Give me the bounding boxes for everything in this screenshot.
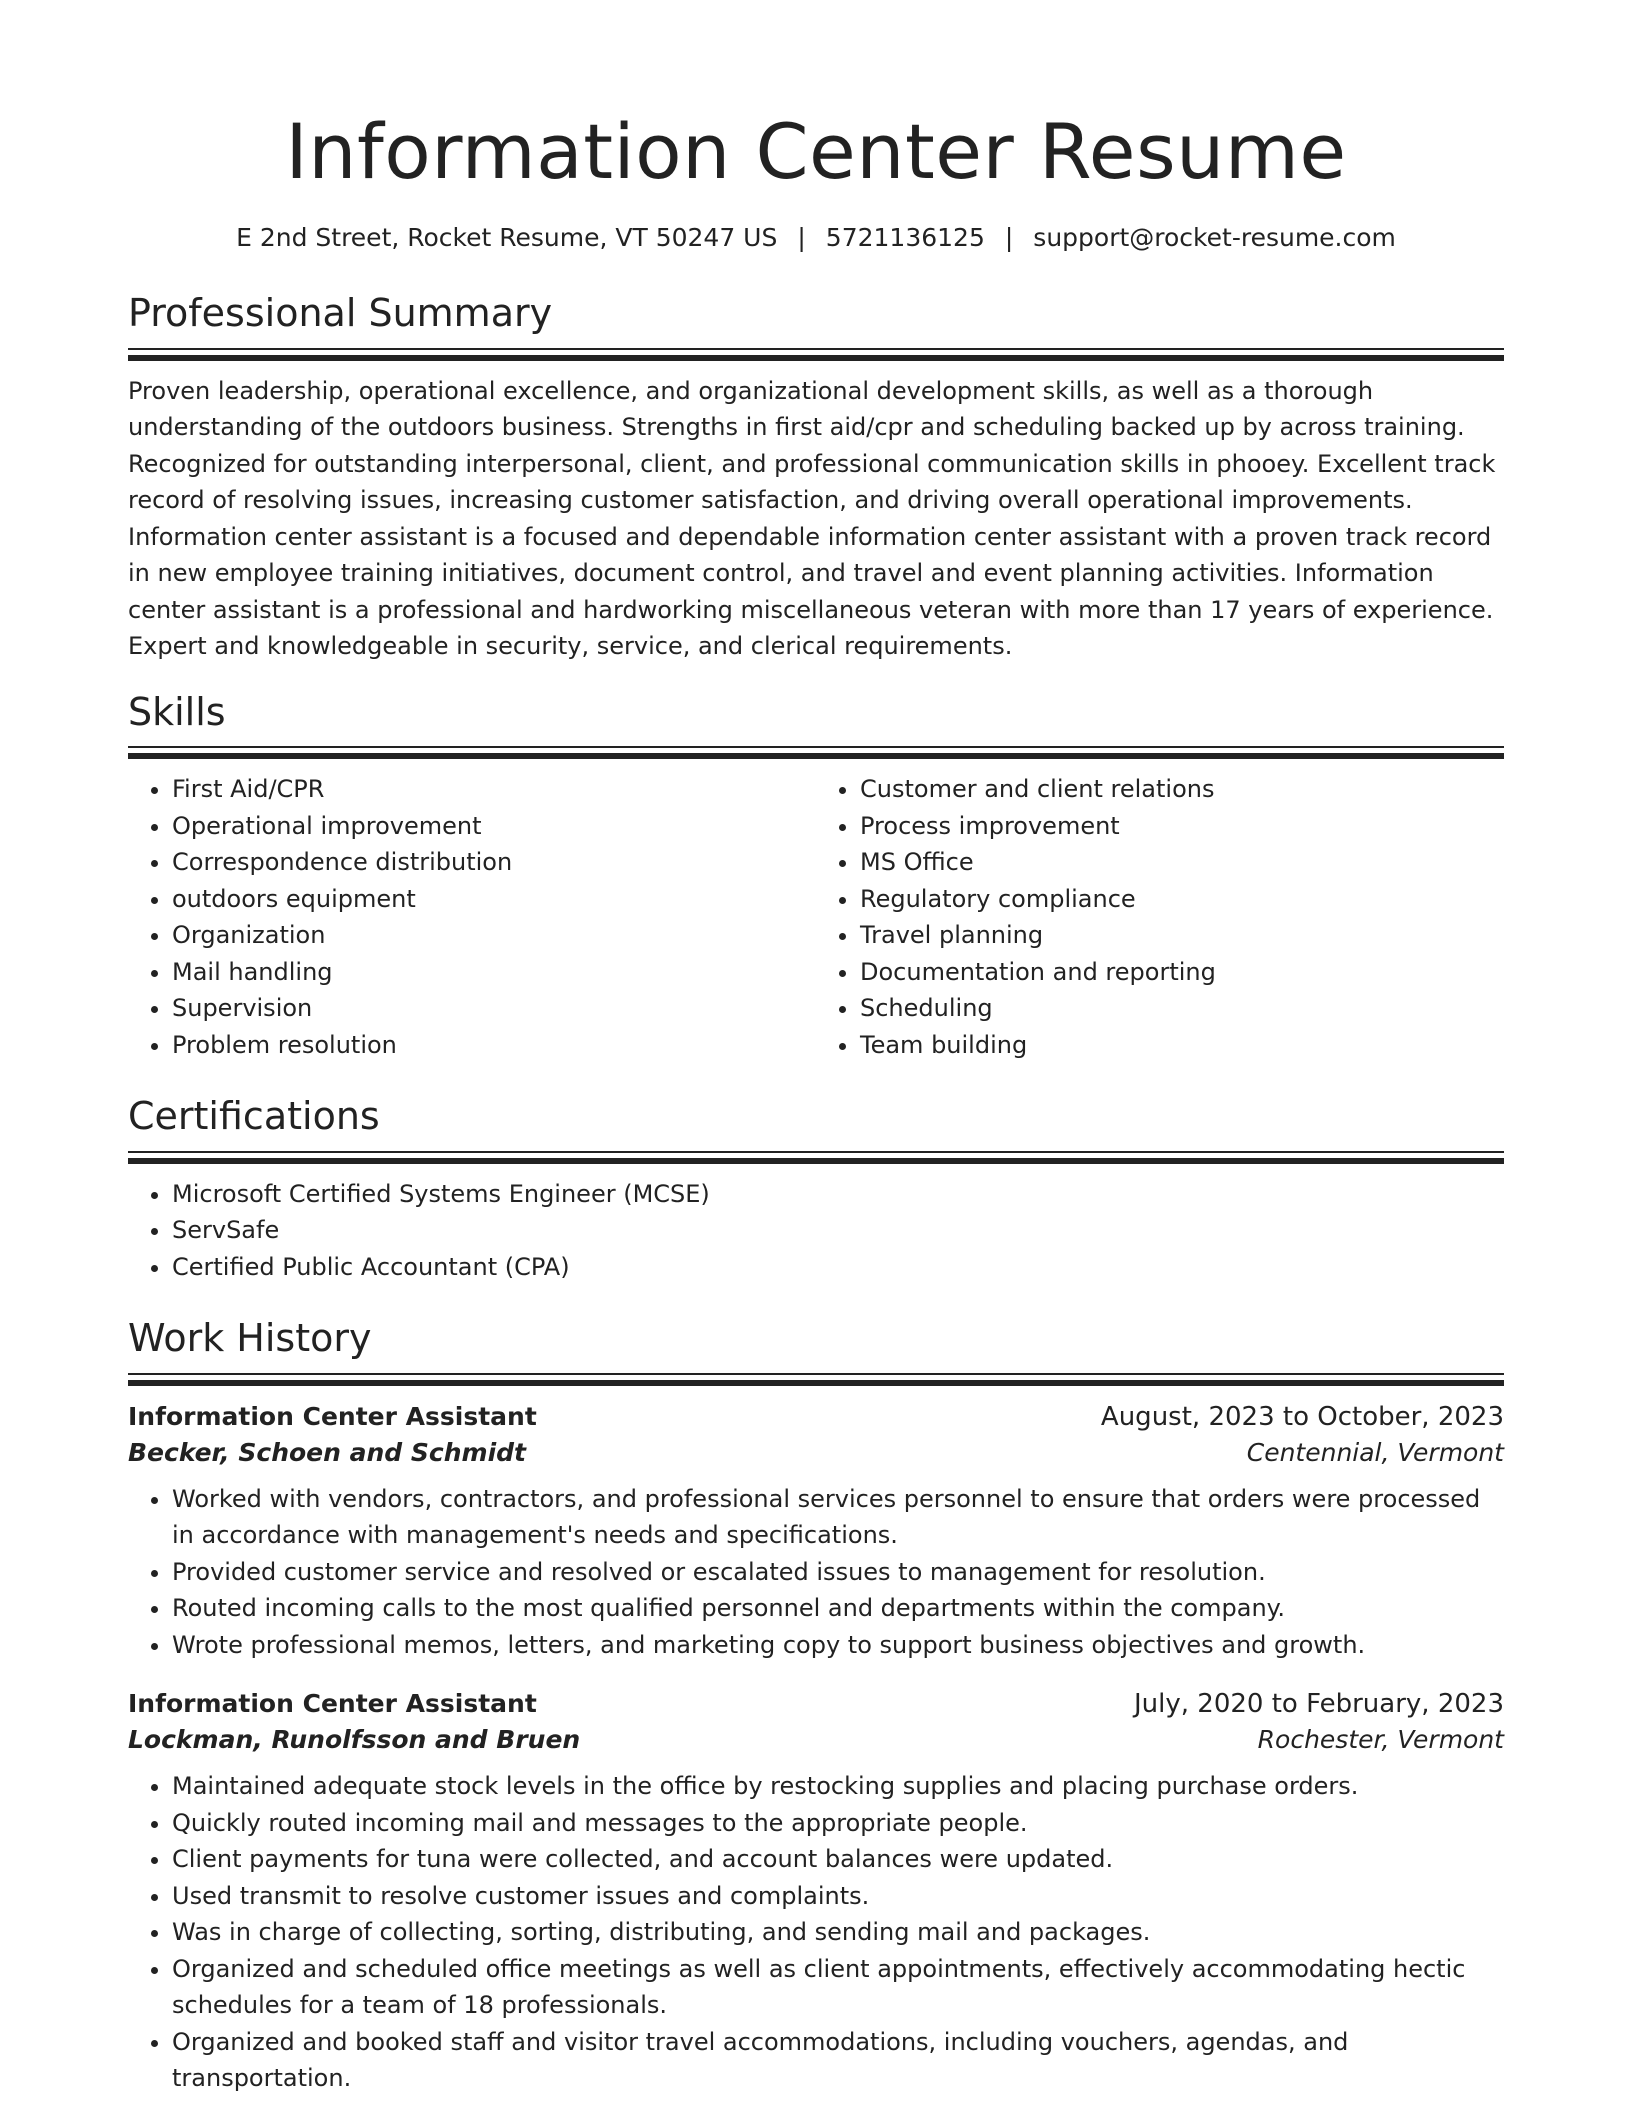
job-header — [128, 1689, 1504, 1719]
resume-title: Information Center Resume — [285, 107, 1347, 196]
skills-section — [128, 689, 1504, 1064]
skill-item: • Regulatory compliance — [860, 881, 1504, 918]
job-title: Information Center Assistant — [128, 1689, 537, 1719]
skill-item: • Correspondence distribution — [172, 844, 816, 881]
job-bullet: • Organized and scheduled office meetings as well as client appointments, effectively accommodating hectic schedules for a team of 18 professionals. — [172, 1951, 1504, 2024]
job-bullet: • Client payments for tuna were collected, and account balances were updated. — [172, 1841, 1504, 1878]
section-divider — [128, 1151, 1504, 1164]
section-divider — [128, 1373, 1504, 1386]
contact-phone: 5721136125 — [825, 222, 985, 252]
skill-item: • Scheduling — [860, 990, 1504, 1027]
section-divider — [128, 746, 1504, 759]
job-dates: August, 2023 to October, 2023 — [1100, 1401, 1504, 1432]
certification-item: • Certified Public Accountant (CPA) — [172, 1249, 1504, 1286]
contact-email: support@rocket-resume.com — [1033, 222, 1396, 252]
section-title-certifications: Certifications — [128, 1094, 380, 1139]
skill-item: • MS Office — [860, 844, 1504, 881]
certification-item: • Microsoft Certified Systems Engineer (MCSE) — [172, 1176, 1504, 1213]
job-bullet: • Quickly routed incoming mail and messages to the appropriate people. — [172, 1805, 1504, 1842]
section-divider — [128, 348, 1504, 361]
skill-item: • Process improvement — [860, 808, 1504, 845]
skill-item: • Organization — [172, 917, 816, 954]
job-header — [128, 1402, 1504, 1432]
skills-grid — [128, 759, 1504, 1063]
contact-separator: | — [1004, 222, 1014, 252]
job-location: Centennial, Vermont — [1246, 1437, 1504, 1467]
skill-item: • Problem resolution — [172, 1027, 816, 1064]
skill-item: • Operational improvement — [172, 808, 816, 845]
section-title-skills: Skills — [128, 689, 226, 734]
skill-item: • Customer and client relations — [860, 771, 1504, 808]
job-subheader — [128, 1725, 1504, 1754]
certification-item: • ServSafe — [172, 1212, 1504, 1249]
job-bullet: • Was in charge of collecting, sorting, distributing, and sending mail and packages. — [172, 1914, 1504, 1951]
certifications-list — [128, 1176, 1504, 1286]
job-bullet: • Provided customer service and resolved or escalated issues to management for resolution. — [172, 1554, 1504, 1591]
contact-separator: | — [797, 222, 806, 252]
contact-address: E 2nd Street, Rocket Resume, VT 50247 US — [236, 222, 778, 252]
job-location: Rochester, Vermont — [1257, 1725, 1504, 1755]
certifications-section — [128, 1093, 1504, 1285]
contact-line — [128, 222, 1504, 255]
job-bullet: • Used transmit to resolve customer issues and complaints. — [172, 1878, 1504, 1915]
skill-item: • Travel planning — [860, 917, 1504, 954]
summary-section — [128, 290, 1504, 665]
summary-text: Proven leadership, operational excellence, and organizational development skills, as well as a thorough understanding of the outdoors business. Strengths in first aid/cpr and scheduling backed up by across training. Recognized for outstanding interpersonal, client, and professional communication skills in phooey. Excellent track record of resolving issues, increasing customer satisfaction, and driving overall operational improvements. Information center assistant is a focused and dependable information center assistant with a proven track record in new employee training initiatives, document control, and travel and event planning activities. Information center assistant is a professional and hardworking miscellaneous veteran with more than 17 years of experience. Expert and knowledgeable in security, service, and clerical requirements. — [128, 376, 1496, 661]
job-bullet: • Maintained adequate stock levels in the office by restocking supplies and placing purchase orders. — [172, 1768, 1504, 1805]
skills-list-right — [816, 771, 1504, 1063]
section-title-summary: Professional Summary — [128, 291, 553, 336]
job-subheader — [128, 1438, 1504, 1467]
skill-item: • Supervision — [172, 990, 816, 1027]
section-title-work-history: Work History — [128, 1316, 372, 1361]
job-bullet: • Routed incoming calls to the most qualified personnel and departments within the company. — [172, 1590, 1504, 1627]
job-entry — [128, 1402, 1504, 1664]
job-bullet: • Organized and booked staff and visitor travel accommodations, including vouchers, agendas, and transportation. — [172, 2024, 1504, 2097]
skill-item: • Mail handling — [172, 954, 816, 991]
job-company: Lockman, Runolfsson and Bruen — [128, 1725, 581, 1755]
work-history-section — [128, 1315, 1504, 2097]
job-entry — [128, 1689, 1504, 2097]
skill-item: • Documentation and reporting — [860, 954, 1504, 991]
job-bullet: • Wrote professional memos, letters, and marketing copy to support business objectives and growth. — [172, 1627, 1504, 1664]
skill-item: • First Aid/CPR — [172, 771, 816, 808]
job-title: Information Center Assistant — [128, 1401, 537, 1431]
job-bullets — [128, 1481, 1504, 1664]
skill-item: • outdoors equipment — [172, 881, 816, 918]
job-dates: July, 2020 to February, 2023 — [1134, 1689, 1504, 1720]
skill-item: • Team building — [860, 1027, 1504, 1064]
job-bullets — [128, 1768, 1504, 2097]
job-company: Becker, Schoen and Schmidt — [128, 1437, 526, 1467]
skills-list-left — [128, 771, 816, 1063]
job-bullet: • Worked with vendors, contractors, and professional services personnel to ensure that orders were processed in accordance with management's needs and specifications. — [172, 1481, 1504, 1554]
